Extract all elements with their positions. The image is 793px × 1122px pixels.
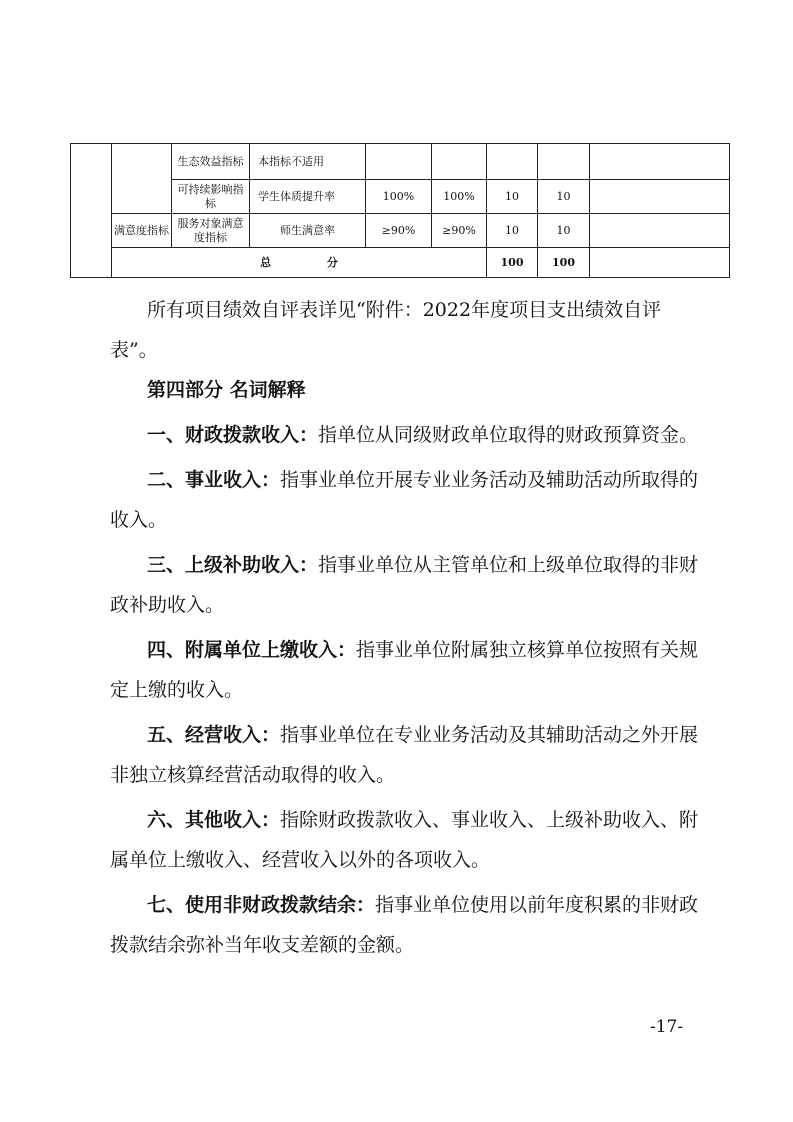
table-cell: 10 [538, 180, 590, 214]
table-cell: 生态效益指标 [172, 144, 250, 180]
table-cell [590, 214, 730, 248]
performance-table [70, 143, 730, 278]
glossary-item [110, 800, 700, 880]
table-cell [71, 144, 112, 278]
glossary-definition: 指单位从同级财政单位取得的财政预算资金。 [318, 424, 699, 446]
glossary-term: 二、事业收入： [147, 469, 281, 491]
table-cell: 10 [487, 180, 538, 214]
intro-paragraph [110, 290, 700, 370]
table-cell: ≥90% [366, 214, 432, 248]
glossary-item [110, 715, 700, 795]
glossary-definition: 指事业单位使用以前年度积累的非财政拨款结余弥补当年收支差额的金额。 [110, 894, 699, 956]
table-cell: 师生满意率 [250, 214, 366, 248]
table-row [71, 144, 730, 180]
page-number: -17- [650, 1017, 684, 1037]
total-value: 100 [538, 248, 590, 278]
glossary-term: 四、附属单位上缴收入： [147, 639, 357, 661]
total-value: 100 [487, 248, 538, 278]
glossary-item [110, 460, 700, 540]
glossary-term: 三、上级补助收入： [147, 554, 319, 576]
glossary-definition: 指事业单位附属独立核算单位按照有关规定上缴的收入。 [110, 639, 699, 701]
table-cell: ≥90% [432, 214, 487, 248]
table-cell: 可持续影响指标 [172, 180, 250, 214]
intro-text: 所有项目绩效自评表详见“附件：2022年度项目支出绩效自评表”。 [110, 299, 662, 361]
table-cell [590, 180, 730, 214]
glossary-term: 五、经营收入： [147, 724, 281, 746]
table-cell: 100% [366, 180, 432, 214]
glossary-definition: 指除财政拨款收入、事业收入、上级补助收入、附属单位上缴收入、经营收入以外的各项收入。 [110, 809, 699, 871]
table-cell [112, 144, 172, 214]
table-cell: 服务对象满意度指标 [172, 214, 250, 248]
table-cell: 本指标不适用 [250, 144, 366, 180]
table-cell [432, 144, 487, 180]
table-total-row [71, 248, 730, 278]
glossary-term: 六、其他收入： [147, 809, 281, 831]
glossary-item [110, 885, 700, 965]
glossary-item [110, 545, 700, 625]
table-cell: 100% [432, 180, 487, 214]
glossary-item [110, 630, 700, 710]
section-title: 第四部分 名词解释 [147, 379, 306, 401]
table-cell: 学生体质提升率 [250, 180, 366, 214]
glossary-item [110, 415, 700, 455]
total-label: 总 分 [112, 248, 487, 278]
glossary-definition: 指事业单位在专业业务活动及其辅助活动之外开展非独立核算经营活动取得的收入。 [110, 724, 699, 786]
glossary-definition: 指事业单位开展专业业务活动及辅助活动所取得的收入。 [110, 469, 699, 531]
table-cell: 10 [487, 214, 538, 248]
table-cell [487, 144, 538, 180]
glossary-section [110, 370, 700, 965]
table-cell [538, 144, 590, 180]
table-cell [366, 144, 432, 180]
table-cell [590, 144, 730, 180]
table-cell: 满意度指标 [112, 214, 172, 248]
table-row [71, 214, 730, 248]
table-cell: 10 [538, 214, 590, 248]
glossary-definition: 指事业单位从主管单位和上级单位取得的非财政补助收入。 [110, 554, 699, 616]
glossary-term: 七、使用非财政拨款结余： [147, 894, 376, 916]
table-cell [590, 248, 730, 278]
glossary-term: 一、财政拨款收入： [147, 424, 319, 446]
